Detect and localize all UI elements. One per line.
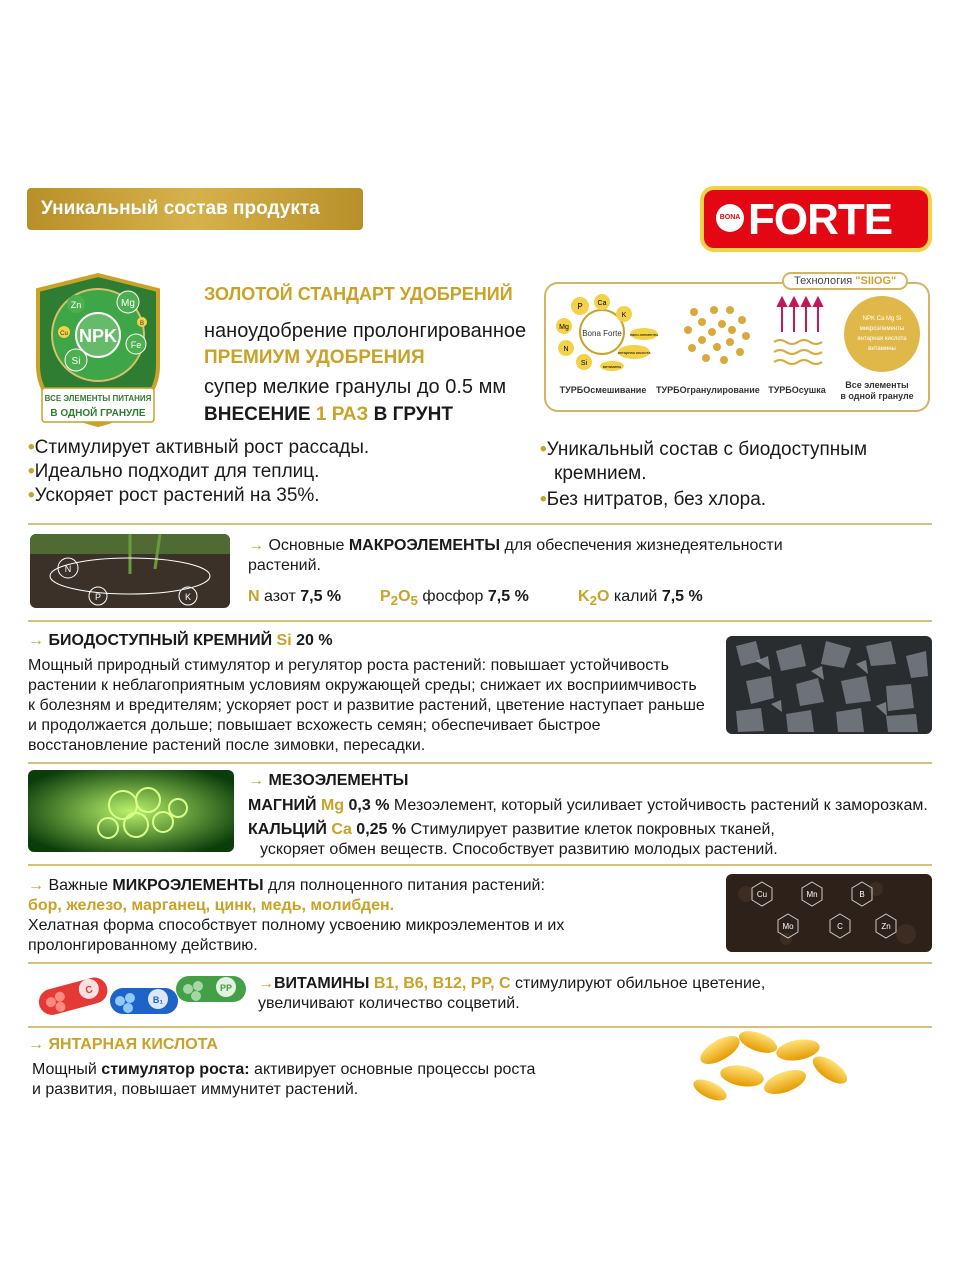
granule-npk: NPK Ca Mg Si — [862, 316, 902, 322]
amber-title: → ЯНТАРНАЯ КИСЛОТА — [28, 1036, 218, 1053]
capsule-pp: PP — [219, 983, 233, 993]
all-elements-line1: Все элементы — [845, 380, 909, 390]
benefit-item: •Стимулирует активный рост рассады. — [28, 437, 370, 458]
soil-macro-image — [30, 534, 230, 608]
divider — [28, 962, 932, 964]
mix-p: P — [577, 302, 583, 311]
meso-title: → МЕЗОЭЛЕМЕНТЫ — [248, 772, 409, 789]
granule-micro: микроэлементы — [859, 326, 905, 332]
mix-tag-amber: янтарная кислота — [617, 350, 651, 355]
granule-amber: янтарная кислота — [857, 336, 907, 342]
mix-k: K — [621, 312, 627, 319]
badge-caption-1: ВСЕ ЭЛЕМЕНТЫ ПИТАНИЯ — [44, 394, 152, 403]
capsule-c: C — [84, 984, 95, 997]
step-all-elements — [836, 380, 918, 402]
benefit-item: •Без нитратов, без хлора. — [540, 489, 767, 510]
macro-n: N азот 7,5 % — [248, 588, 342, 605]
benefit-item: •Уникальный состав с биодоступным — [540, 439, 868, 460]
benefits-left — [28, 436, 369, 508]
meso-ca-line2: ускоряет обмен веществ. Способствует развитию молодых растений. — [260, 841, 778, 858]
amber-capsules-image — [680, 1020, 860, 1110]
granules-text: супер мелкие гранулы до 0.5 мм — [204, 376, 507, 398]
mix-tag-nano: нано-элементы — [629, 332, 659, 337]
capsule-vitamin-label: VITAMIN — [82, 1012, 98, 1017]
mix-mg: Mg — [559, 324, 569, 331]
step-drying: ТУРБОсушка — [768, 385, 826, 395]
badge-si: Si — [71, 356, 81, 367]
macro-p: $P_2O_5$ фосфор 7,5 % — [380, 588, 529, 609]
step-mixing: ТУРБОсмешивание — [559, 385, 647, 395]
soil-k: K — [184, 592, 192, 602]
mix-tag-vitamins: витамины — [602, 364, 622, 369]
nano-text: наноудобрение пролонгированное — [204, 320, 527, 342]
divider — [28, 864, 932, 866]
mix-n: N — [563, 346, 569, 353]
hex-mn: Mn — [806, 890, 818, 899]
divider — [28, 523, 932, 525]
hex-b: B — [859, 890, 865, 899]
badge-b: B — [139, 321, 145, 327]
granule-vitamins: витамины — [868, 346, 896, 352]
logo-bona-text: BONA — [716, 204, 744, 232]
npk-shield-badge — [28, 270, 168, 430]
apply-once-text — [204, 404, 453, 426]
amber-text: Мощный стимулятор роста: активирует основные процессы роста и развития, повышает иммунитет растений. — [32, 1061, 536, 1098]
divider — [28, 620, 932, 622]
vitamin-capsules-image — [30, 966, 250, 1024]
technology-name: "SIIOG" — [855, 275, 897, 287]
badge-caption-2: В ОДНОЙ ГРАНУЛЕ — [50, 408, 146, 419]
section-title-bar: Уникальный состав продукта — [27, 188, 363, 230]
badge-cu: Cu — [60, 331, 68, 337]
silicon-image — [726, 636, 932, 734]
silicon-title: → БИОДОСТУПНЫЙ КРЕМНИЙ Si 20 % — [28, 632, 333, 649]
meso-ca: КАЛЬЦИЙ Ca 0,25 % Стимулирует развитие клеток покровных тканей, — [248, 821, 775, 838]
benefit-item: •Ускоряет рост растений на 35%. — [28, 485, 320, 506]
macro-text: → Основные МАКРОЭЛЕМЕНТЫ для обеспечения жизнедеятельности растений. — [248, 537, 783, 574]
premium-text: ПРЕМИУМ УДОБРЕНИЯ — [204, 347, 425, 368]
all-elements-line2: в одной грануле — [840, 391, 914, 401]
apply-count: 1 РАЗ — [315, 404, 369, 425]
micro-text: → Важные МИКРОЭЛЕМЕНТЫ для полноценного питания растений: бор, железо, марганец, цинк, медь, молибден. Хелатная форма способствует полному усвоению микроэлементов и их пролонгированному действию. — [28, 877, 565, 954]
micro-soil-image — [726, 874, 932, 952]
badge-mg: Mg — [121, 298, 135, 309]
apply-suffix: В ГРУНТ — [373, 404, 453, 425]
hex-zn: Zn — [881, 922, 891, 931]
step-granulation: ТУРБОгранулирование — [656, 385, 760, 395]
vitamins-text: →ВИТАМИНЫ B1, B6, B12, PP, C стимулируют обильное цветение, увеличивают количество соцветий. — [258, 975, 766, 1012]
gold-standard-title: ЗОЛОТОЙ СТАНДАРТ УДОБРЕНИЙ — [204, 284, 513, 304]
technology-illustrations — [552, 292, 922, 377]
mix-center: Bona Forte — [582, 329, 622, 338]
mix-si: Si — [580, 360, 588, 367]
benefit-item: •Идеально подходит для теплиц. — [28, 461, 320, 482]
apply-prefix: ВНЕСЕНИЕ — [204, 404, 311, 425]
silicon-text: Мощный природный стимулятор и регулятор роста растений: повышает устойчивость растении к неблагоприятным условиям окружающей среды; снижает их восприимчивость к болезням и вредителям; ускоряет рост и развитие растений, цветение наступает раньше и продолжается дольше; повышает всхожесть семян; обеспечивает быстрое восстановление растений после зимовки, пересадки. — [28, 657, 705, 754]
divider — [28, 762, 932, 764]
logo-forte-text: FORTE — [748, 195, 893, 244]
badge-npk: NPK — [78, 326, 118, 346]
soil-p: P — [94, 592, 102, 602]
hex-cu: Cu — [756, 890, 768, 899]
cells-image — [28, 770, 234, 852]
technology-title — [782, 272, 908, 290]
soil-n: N — [64, 564, 72, 574]
bona-forte-logo — [700, 186, 932, 252]
benefit-item: кремнием. — [554, 463, 647, 484]
macro-k: $K_2O$ калий 7,5 % — [578, 588, 703, 609]
badge-fe: Fe — [130, 340, 142, 350]
hex-mo: Mo — [782, 922, 794, 931]
technology-prefix: Технология — [794, 275, 853, 287]
mix-ca: Ca — [597, 300, 607, 307]
hex-c: C — [837, 922, 843, 931]
benefits-right — [540, 438, 867, 512]
badge-zn: Zn — [70, 300, 82, 310]
capsule-b1: B₁ — [152, 995, 164, 1005]
meso-mg: МАГНИЙ Mg 0,3 % Мезоэлемент, который усиливает устойчивость растений к заморозкам. — [248, 797, 928, 814]
